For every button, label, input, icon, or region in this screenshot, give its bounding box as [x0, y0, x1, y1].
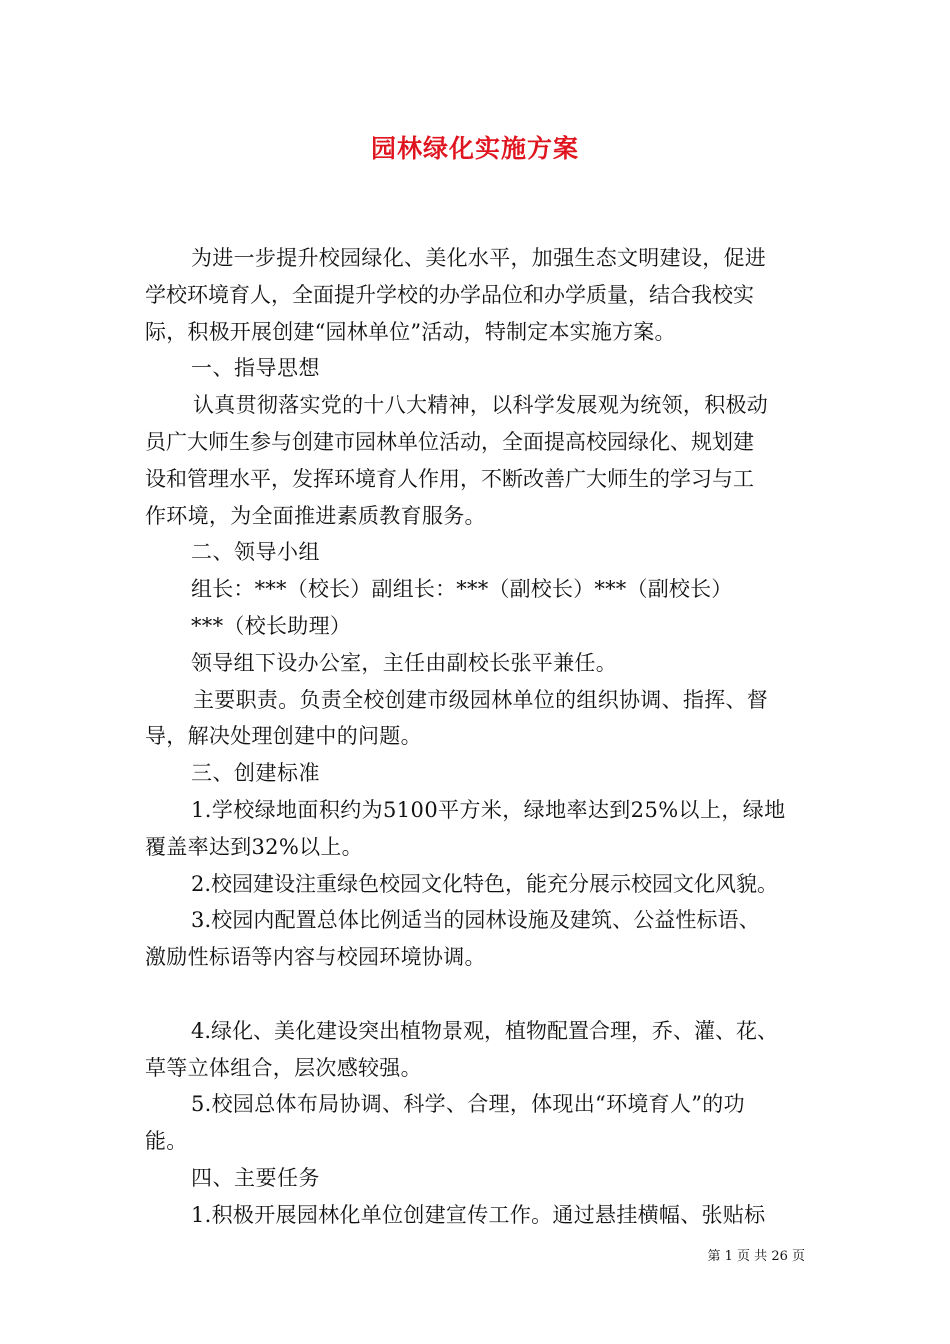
document-title: 园林绿化实施方案	[370, 134, 579, 163]
paragraph-line: 主要职责。负责全校创建市级园林单位的组织协调、指挥、督	[193, 687, 769, 712]
paragraph-line: 际，积极开展创建“园林单位”活动，特制定本实施方案。	[145, 319, 676, 344]
paragraph-line: 学校环境育人，全面提升学校的办学品位和办学质量，结合我校实	[145, 282, 754, 307]
paragraph-line: 导，解决处理创建中的问题。	[145, 724, 422, 749]
paragraph-line: 领导组下设办公室，主任由副校长张平兼任。	[191, 650, 617, 675]
paragraph-line: 草等立体组合，层次感较强。	[145, 1055, 422, 1080]
document-body	[145, 240, 810, 1234]
paragraph-line: 4.绿化、美化建设突出植物景观，植物配置合理，乔、灌、花、	[191, 1018, 779, 1043]
paragraph-line: 覆盖率达到32%以上。	[145, 834, 363, 859]
paragraph-line: 1.积极开展园林化单位创建宣传工作。通过悬挂横幅、张贴标	[191, 1202, 766, 1227]
paragraph-line: 四、主要任务	[191, 1165, 320, 1190]
paragraph-line: 1.学校绿地面积约为5100平方米，绿地率达到25%以上，绿地	[191, 797, 786, 822]
paragraph-line: 组长：***（校长）副组长：***（副校长）***（副校长）	[191, 577, 733, 602]
paragraph-line: 激励性标语等内容与校园环境协调。	[145, 945, 486, 970]
paragraph-line: ***（校长助理）	[191, 613, 352, 638]
paragraph-line: 设和管理水平，发挥环境育人作用，不断改善广大师生的学习与工	[145, 466, 754, 491]
paragraph-line: 能。	[145, 1129, 188, 1154]
blank-line	[145, 976, 810, 1013]
paragraph-line: 三、创建标准	[191, 761, 320, 786]
paragraph-line: 为进一步提升校园绿化、美化水平，加强生态文明建设，促进	[191, 246, 767, 270]
paragraph-line: 5.校园总体布局协调、科学、合理，体现出“环境育人”的功	[191, 1092, 745, 1117]
paragraph-line: 作环境，为全面推进素质教育服务。	[145, 503, 486, 528]
paragraph-line: 二、领导小组	[191, 540, 320, 565]
paragraph-line: 认真贯彻落实党的十八大精神，以科学发展观为统领，积极动	[193, 393, 769, 418]
paragraph-line: 员广大师生参与创建市园林单位活动，全面提高校园绿化、规划建	[145, 429, 754, 454]
page-footer: 第 1 页 共 26 页	[707, 1249, 805, 1264]
paragraph-line: 3.校园内配置总体比例适当的园林设施及建筑、公益性标语、	[191, 908, 760, 933]
paragraph-line: 2.校园建设注重绿色校园文化特色，能充分展示校园文化风貌。	[191, 871, 779, 896]
paragraph-line: 一、指导思想	[191, 356, 320, 381]
